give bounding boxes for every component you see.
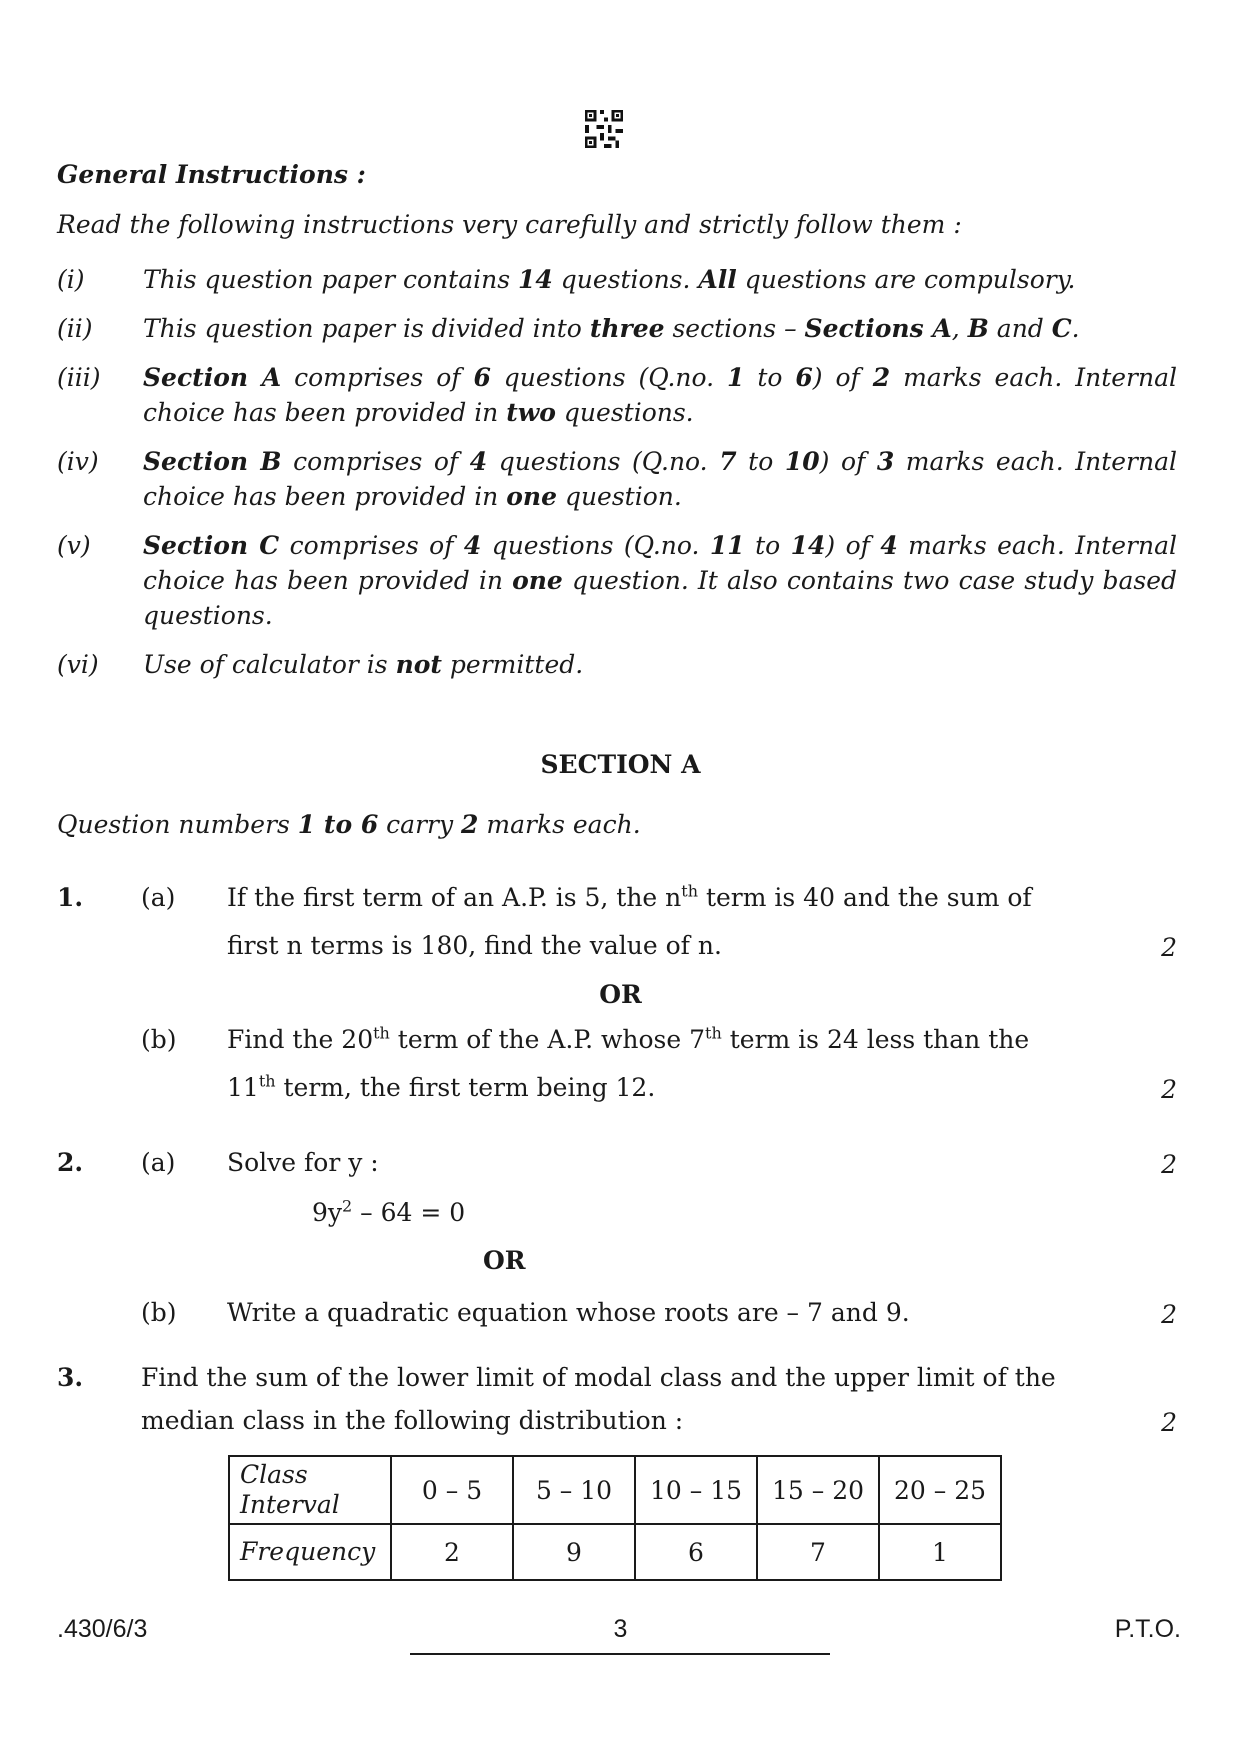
instruction-item xyxy=(57,647,1177,687)
table-cell: 9 xyxy=(513,1524,635,1580)
instruction-item xyxy=(57,528,1177,636)
or-separator: OR xyxy=(599,980,642,1009)
instruction-item xyxy=(57,262,1177,302)
table-cell: 0 – 5 xyxy=(391,1456,513,1524)
question-text: 11th term, the first term being 12. xyxy=(227,1071,656,1102)
qr-code-icon xyxy=(585,110,623,148)
part-label: (b) xyxy=(141,1298,177,1327)
instruction-item xyxy=(57,444,1177,516)
section-note: Question numbers 1 to 6 carry 2 marks each. xyxy=(57,810,641,839)
question-text: If the first term of an A.P. is 5, the $n^{th}$ term is 40 and the sum of xyxy=(227,881,1032,912)
question-number: 3. xyxy=(57,1363,84,1392)
part-label: (b) xyxy=(141,1025,177,1054)
table-cell: 7 xyxy=(757,1524,879,1580)
paper-code: .430/6/3 xyxy=(57,1615,148,1643)
marks: 2 xyxy=(1161,933,1177,962)
question-text: median class in the following distribution : xyxy=(141,1406,684,1435)
instruction-text: Section C comprises of 4 questions (Q.no. 11 to 14) of 4 marks each. Internal choice has been provided in one question. It also contains two case study based questions. xyxy=(143,531,1178,630)
instruction-item xyxy=(57,311,1177,351)
section-title: SECTION A xyxy=(540,750,701,779)
instruction-text: Use of calculator is not permitted. xyxy=(143,650,584,679)
question-text: Write a quadratic equation whose roots are – 7 and 9. xyxy=(227,1298,910,1327)
question-text: Find the sum of the lower limit of modal class and the upper limit of the xyxy=(141,1363,1056,1392)
table-cell: 15 – 20 xyxy=(757,1456,879,1524)
question-text: first n terms is 180, find the value of n. xyxy=(227,931,722,960)
equation: $9y^2 - 64 = 0$ xyxy=(312,1196,466,1227)
instruction-number: (ii) xyxy=(57,314,93,343)
table-row xyxy=(229,1456,1001,1524)
distribution-table xyxy=(228,1455,1002,1581)
question-text: Solve for y : xyxy=(227,1148,379,1177)
footer-rule xyxy=(410,1653,830,1655)
marks: 2 xyxy=(1161,1150,1177,1179)
or-separator: OR xyxy=(483,1246,526,1275)
table-cell: 6 xyxy=(635,1524,757,1580)
marks: 2 xyxy=(1161,1300,1177,1329)
table-cell: 1 xyxy=(879,1524,1001,1580)
instruction-number: (iii) xyxy=(57,363,101,392)
question-number: 2. xyxy=(57,1148,84,1177)
instruction-text: This question paper contains 14 questions. All questions are compulsory. xyxy=(143,265,1076,294)
question-text: Find the 20th term of the A.P. whose 7th term is 24 less than the xyxy=(227,1023,1030,1054)
instruction-number: (v) xyxy=(57,531,91,560)
instruction-number: (iv) xyxy=(57,447,99,476)
instruction-item xyxy=(57,360,1177,432)
part-label: (a) xyxy=(141,1148,176,1177)
question-number: 1. xyxy=(57,883,84,912)
pto-label: P.T.O. xyxy=(1114,1615,1181,1643)
table-row xyxy=(229,1524,1001,1580)
instruction-text: Section A comprises of 6 questions (Q.no. 1 to 6) of 2 marks each. Internal choice has been provided in two questions. xyxy=(143,363,1177,427)
table-cell: 10 – 15 xyxy=(635,1456,757,1524)
table-cell: 5 – 10 xyxy=(513,1456,635,1524)
instructions-lead: Read the following instructions very carefully and strictly follow them : xyxy=(57,210,962,239)
page-number: 3 xyxy=(613,1615,628,1643)
table-row-header: Class Interval xyxy=(229,1456,391,1524)
instructions-title: General Instructions : xyxy=(57,160,366,189)
part-label: (a) xyxy=(141,883,176,912)
instruction-number: (i) xyxy=(57,265,85,294)
instruction-text: Section B comprises of 4 questions (Q.no. 7 to 10) of 3 marks each. Internal choice has been provided in one question. xyxy=(143,447,1177,511)
instruction-number: (vi) xyxy=(57,650,99,679)
table-cell: 20 – 25 xyxy=(879,1456,1001,1524)
marks: 2 xyxy=(1161,1408,1177,1437)
table-row-header: Frequency xyxy=(229,1524,391,1580)
table-cell: 2 xyxy=(391,1524,513,1580)
instruction-text: This question paper is divided into three sections – Sections A, B and C. xyxy=(143,314,1080,343)
marks: 2 xyxy=(1161,1075,1177,1104)
